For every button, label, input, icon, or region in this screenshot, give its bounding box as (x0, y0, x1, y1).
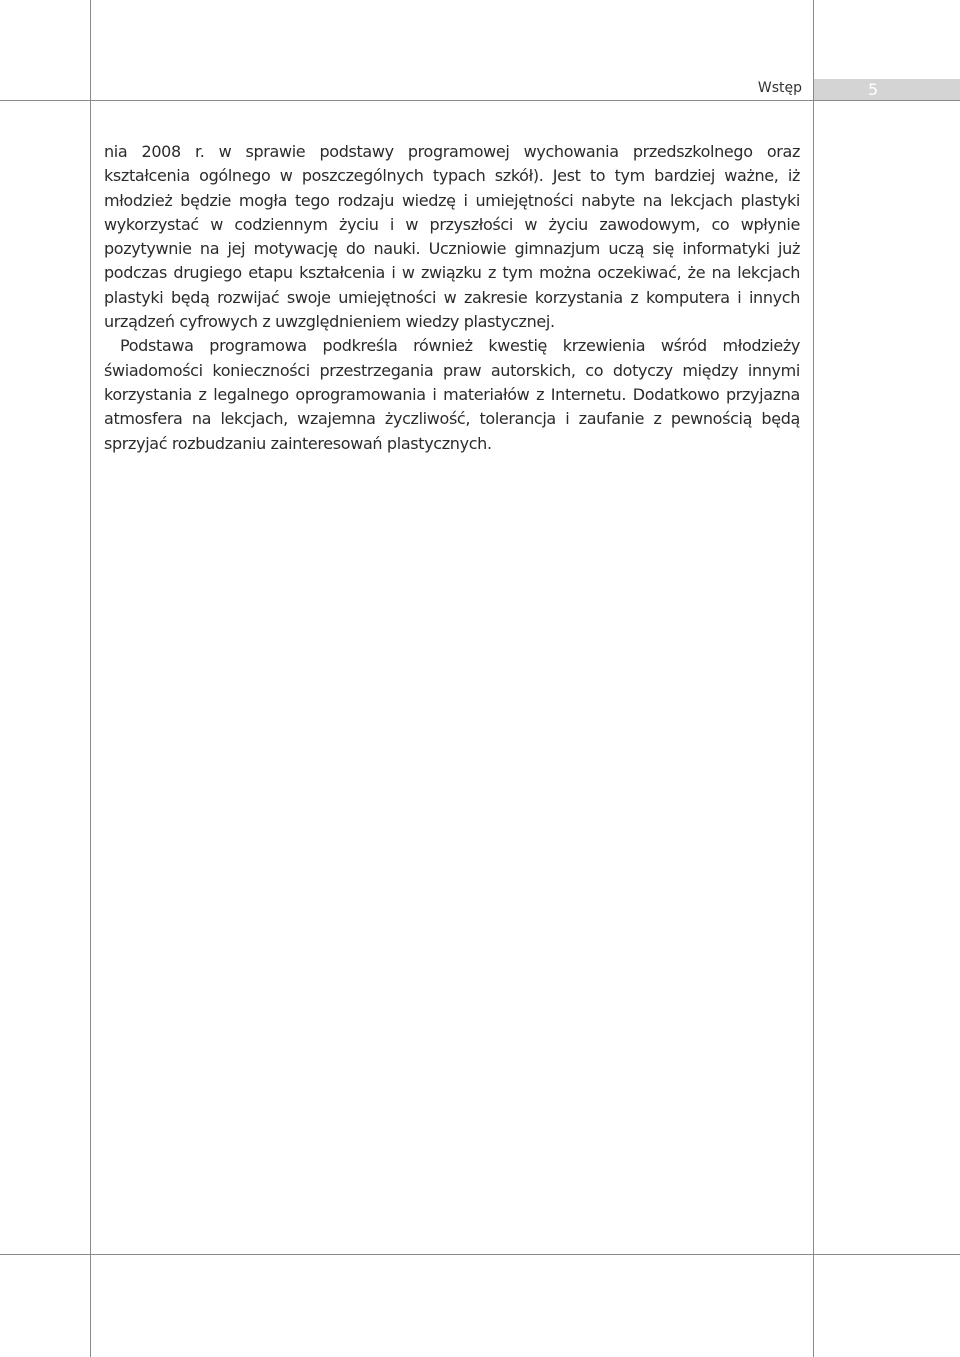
header-rule (0, 100, 960, 101)
paragraph-1: nia 2008 r. w sprawie podstawy programowej wychowania przedszkolnego oraz kształcenia ogólnego w poszczególnych typach szkół). Jest to tym bardziej ważne, iż młodzież będzie mogła tego rodzaju wiedzę i umiejętności nabyte na lekcjach plastyki wykorzystać w codziennym życiu i w przyszłości w życiu zawodowym, co wpłynie pozytywnie na jej motywację do nauki. Uczniowie gimnazjum uczą się informatyki już podczas drugiego etapu kształcenia i w związku z tym można oczekiwać, że na lekcjach plastyki będą rozwijać swoje umiejętności w zakresie korzystania z komputera i innych urządzeń cyfrowych z uwzględnieniem wiedzy plastycznej. (104, 142, 800, 332)
running-title: Wstęp (757, 80, 802, 96)
page-number-box (814, 79, 960, 100)
page-number: 5 (868, 80, 879, 99)
footer-rule (0, 1254, 960, 1255)
paragraph-2: Podstawa programowa podkreśla również kwestię krzewienia wśród młodzieży świadomości konieczności przestrzegania praw autorskich, co dotyczy między innymi korzystania z legalnego oprogramowania i materiałów z Internetu. Dodatkowo przyjazna atmosfera na lekcjach, wzajemna życzliwość, tolerancja i zaufanie z pewnością będą sprzyjać rozbudzaniu zainteresowań plastycznych. (104, 336, 800, 453)
right-margin-line (813, 0, 814, 1357)
left-margin-line (90, 0, 91, 1357)
body-text (104, 140, 800, 456)
